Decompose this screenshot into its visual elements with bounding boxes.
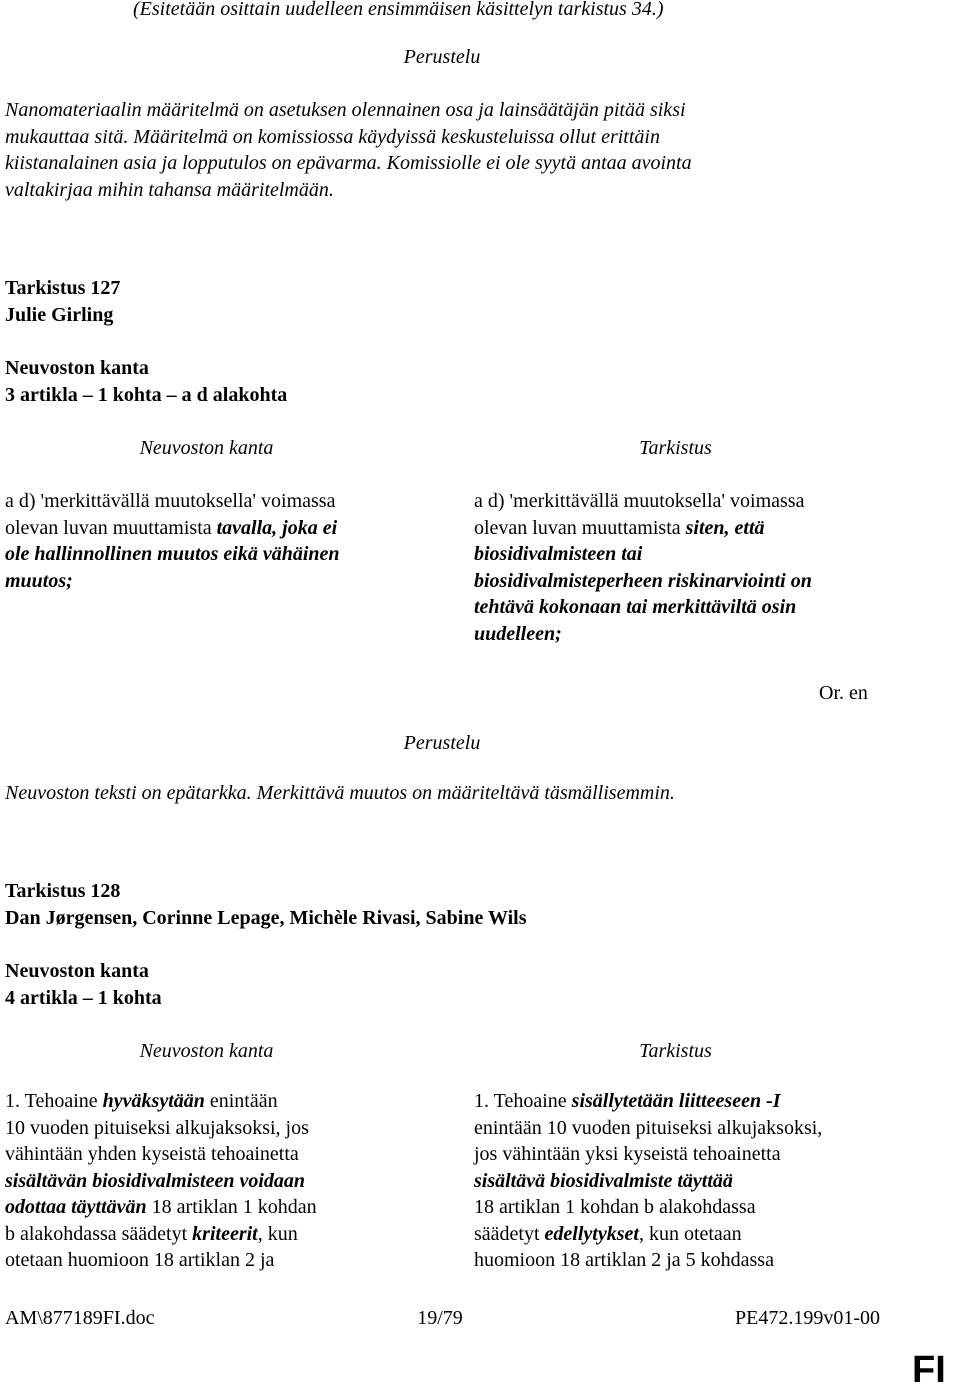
text-line: huomioon 18 artiklan 2 ja 5 kohdassa <box>474 1249 774 1271</box>
text-line: b alakohdassa säädetyt kriteerit, kun <box>5 1222 298 1245</box>
amendment-128-amendment-text <box>474 1088 914 1274</box>
amendment-127-number: Tarkistus 127 <box>5 277 121 299</box>
justification-heading: Perustelu <box>403 46 481 68</box>
text-line: 1. Tehoaine hyväksytään enintään <box>5 1090 278 1112</box>
text-line: olevan luvan muuttamista siten, että <box>474 516 765 539</box>
amendment-127-justification-text: Neuvoston teksti on epätarkka. Merkittävä muutos on määriteltävä täsmällisemmin. <box>5 782 675 804</box>
text-line: säädetyt edellytykset, kun otetaan <box>474 1222 742 1245</box>
amendment-127-council-text <box>5 488 425 594</box>
amendment-128-council-text <box>5 1088 425 1274</box>
text-line: jos vähintään yksi kyseistä tehoainetta <box>474 1143 781 1165</box>
amendment-127-author: Julie Girling <box>5 304 114 326</box>
amendment-127-right-header: Tarkistus <box>639 437 712 459</box>
language-mark: FI <box>912 1349 946 1391</box>
text-line: a d) 'merkittävällä muutoksella' voimassa <box>474 490 805 512</box>
text-line: biosidivalmisteperheen riskinarviointi on <box>474 569 812 592</box>
text-line: 10 vuoden pituiseksi alkujaksoksi, jos <box>5 1116 309 1139</box>
footer-page-number: 19/79 <box>417 1307 463 1329</box>
text-line: sisältävä biosidivalmiste täyttää <box>474 1169 733 1192</box>
amendment-128-proposal-label: Neuvoston kanta <box>5 960 149 982</box>
justification-line: kiistanalainen asia ja lopputulos on epävarma. Komissiolle ei ole syytä antaa avointa <box>5 152 692 174</box>
amendment-128-number: Tarkistus 128 <box>5 880 121 902</box>
text-line: 1. Tehoaine sisällytetään liitteeseen -I <box>474 1090 781 1112</box>
text-line: tehtävä kokonaan tai merkittäviltä osin <box>474 596 797 618</box>
footer-doc-ref: AM\877189FI.doc <box>5 1307 155 1329</box>
text-line: otetaan huomioon 18 artiklan 2 ja <box>5 1249 275 1271</box>
amendment-128-right-header: Tarkistus <box>639 1040 712 1062</box>
text-line: uudelleen; <box>474 622 562 645</box>
text-line: 18 artiklan 1 kohdan b alakohdassa <box>474 1196 756 1218</box>
amendment-127-amendment-text <box>474 488 914 647</box>
text-line: a d) 'merkittävällä muutoksella' voimassa <box>5 490 336 512</box>
text-line: olevan luvan muuttamista tavalla, joka ei <box>5 516 338 539</box>
text-line: muutos; <box>5 569 73 592</box>
text-line: vähintään yhden kyseistä tehoainetta <box>5 1143 299 1165</box>
amendment-128-author: Dan Jørgensen, Corinne Lepage, Michèle Rivasi, Sabine Wils <box>5 907 527 929</box>
original-language: Or. en <box>819 682 868 704</box>
text-line: odottaa täyttävän 18 artiklan 1 kohdan <box>5 1196 317 1218</box>
justification-line: valtakirjaa mihin tahansa määritelmään. <box>5 178 334 201</box>
amendment-127-justification-heading: Perustelu <box>403 732 481 754</box>
footer-pe-ref: PE472.199v01-00 <box>735 1307 880 1329</box>
reprint-note: (Esitetään osittain uudelleen ensimmäisen käsittelyn tarkistus 34.) <box>133 0 664 20</box>
justification-text <box>5 97 905 203</box>
amendment-128-left-header: Neuvoston kanta <box>139 1040 274 1062</box>
justification-line: mukauttaa sitä. Määritelmä on komissiossa käydyissä keskusteluissa ollut erittäin <box>5 125 660 148</box>
text-line: sisältävän biosidivalmisteen voidaan <box>5 1169 306 1192</box>
amendment-127-reference: 3 artikla – 1 kohta – a d alakohta <box>5 384 288 406</box>
text-line: ole hallinnollinen muutos eikä vähäinen <box>5 543 340 565</box>
justification-line: Nanomateriaalin määritelmä on asetuksen olennainen osa ja lainsäätäjän pitää siksi <box>5 99 686 121</box>
text-line: biosidivalmisteen tai <box>474 543 643 565</box>
text-line: enintään 10 vuoden pituiseksi alkujaksoksi, <box>474 1116 823 1139</box>
amendment-128-reference: 4 artikla – 1 kohta <box>5 987 162 1009</box>
amendment-127-left-header: Neuvoston kanta <box>139 437 274 459</box>
amendment-127-proposal-label: Neuvoston kanta <box>5 357 149 379</box>
